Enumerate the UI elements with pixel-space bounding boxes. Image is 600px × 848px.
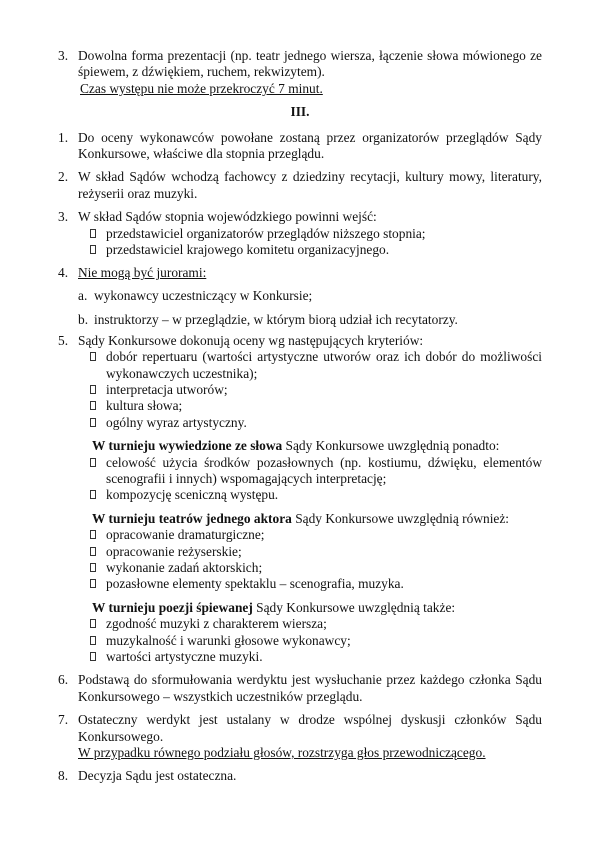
group-lead: W turnieju teatrów jednego aktora Sądy Konkursowe uwzględnią również:	[92, 510, 510, 526]
bullet-item: wartości artystyczne muzyki.	[92, 649, 542, 665]
list-item-5	[0, 333, 600, 666]
group-lead: W turnieju wywiedzione ze słowa Sądy Konkursowe uwzględnią ponadto:	[92, 438, 500, 454]
bullet-box-icon	[90, 490, 96, 499]
bullet-item: pozasłowne elementy spektaklu – scenografia, muzyka.	[92, 576, 542, 592]
list-item-intro-3	[0, 48, 600, 97]
bullet-item: interpretacja utworów;	[78, 382, 542, 398]
item-text: W skład Sądów stopnia wojewódzkiego powinni wejść:	[78, 209, 377, 225]
bullet-item: wykonanie zadań aktorskich;	[92, 560, 542, 576]
bullet-item: przedstawiciel krajowego komitetu organizacyjnego.	[78, 242, 542, 258]
bullet-box-icon	[90, 245, 96, 254]
bullet-list	[92, 455, 542, 504]
bullet-item: celowość użycia środków pozasłownych (np. kostiumu, dźwięku, elementów scenografii i innych) wspomagających interpretację;	[92, 455, 542, 488]
item-text: Sądy Konkursowe dokonują oceny wg następujących kryteriów:	[78, 332, 424, 348]
item-number: 6.	[58, 672, 69, 688]
list-item-7	[0, 712, 600, 761]
tie-break-note: W przypadku równego podziału głosów, rozstrzyga głos przewodniczącego.	[78, 745, 486, 761]
item-number: 3.	[58, 48, 69, 63]
time-limit-note: Czas występu nie może przekroczyć 7 minut.	[80, 80, 323, 96]
bullet-box-icon	[90, 385, 96, 394]
item-number: 7.	[58, 712, 69, 728]
item-text: W skład Sądów wchodzą fachowcy z dziedziny recytacji, kultury mowy, literatury, reżyserii oraz muzyki.	[78, 169, 542, 201]
bullet-box-icon	[90, 458, 96, 467]
bullet-item: przedstawiciel organizatorów przeglądów niższego stopnia;	[78, 226, 542, 242]
bullet-box-icon	[90, 418, 96, 427]
item-number: 2.	[58, 169, 69, 185]
bullet-box-icon	[90, 352, 96, 361]
criteria-group-sung-poetry	[78, 600, 542, 666]
bullet-list	[92, 616, 542, 665]
bullet-item: opracowanie dramaturgiczne;	[92, 527, 542, 543]
bullet-item: kompozycję sceniczną występu.	[92, 487, 542, 503]
criteria-list	[78, 349, 542, 431]
item-number: 4.	[58, 265, 69, 281]
document-page	[0, 48, 600, 792]
item-text: Dowolna forma prezentacji (np. teatr jednego wiersza, łączenie słowa mówionego ze śpiewem, z dźwiękiem, ruchem, rekwizytem).	[78, 48, 542, 80]
bullet-box-icon	[90, 636, 96, 645]
bullet-list	[92, 527, 542, 593]
bullet-box-icon	[90, 547, 96, 556]
alpha-item: a. wykonawcy uczestniczący w Konkursie;	[78, 287, 313, 303]
list-item-2	[0, 169, 600, 202]
item-text: Decyzja Sądu jest ostateczna.	[78, 768, 237, 784]
item-text: Do oceny wykonawców powołane zostaną przez organizatorów przeglądów Sądy Konkursowe, właściwe dla stopnia przeglądu.	[78, 129, 542, 162]
bullet-item: opracowanie reżyserskie;	[92, 544, 542, 560]
item-text: Podstawą do sformułowania werdyktu jest wysłuchanie przez każdego członka Sądu Konkursowego – wszystkich uczestników przeglądu.	[78, 672, 542, 704]
list-item-1	[0, 130, 600, 163]
list-item-8	[0, 768, 600, 784]
item-text: Ostateczny werdykt jest ustalany w drodze wspólnej dyskusji członków Sądu Konkursowego.	[78, 712, 542, 744]
bullet-item: zgodność muzyki z charakterem wiersza;	[92, 616, 542, 632]
bullet-box-icon	[90, 579, 96, 588]
item-text: Nie mogą być jurorami:	[78, 265, 207, 281]
list-item-4	[0, 265, 600, 328]
list-item-6	[0, 672, 600, 705]
bullet-box-icon	[90, 401, 96, 410]
list-item-3	[0, 209, 600, 258]
bullet-item: muzykalność i warunki głosowe wykonawcy;	[92, 633, 542, 649]
alpha-list	[78, 288, 542, 329]
bullet-item: dobór repertuaru (wartości artystyczne utworów oraz ich dobór do możliwości wykonawczych uczestnika);	[78, 349, 542, 382]
item-number: 5.	[58, 332, 69, 348]
criteria-group-word	[78, 438, 542, 504]
item-number: 8.	[58, 768, 69, 784]
bullet-list	[78, 226, 542, 259]
bullet-box-icon	[90, 563, 96, 572]
bullet-box-icon	[90, 652, 96, 661]
bullet-box-icon	[90, 619, 96, 628]
item-number: 3.	[58, 209, 69, 225]
section-title: III.	[290, 104, 310, 120]
criteria-group-one-actor	[78, 511, 542, 593]
bullet-box-icon	[90, 229, 96, 238]
bullet-item: kultura słowa;	[78, 398, 542, 414]
bullet-item: ogólny wyraz artystyczny.	[78, 415, 542, 431]
alpha-item: b. instruktorzy – w przeglądzie, w którym biorą udział ich recytatorzy.	[78, 312, 458, 328]
bullet-box-icon	[90, 530, 96, 539]
group-lead: W turnieju poezji śpiewanej Sądy Konkursowe uwzględnią także:	[92, 599, 456, 615]
item-number: 1.	[58, 129, 69, 145]
